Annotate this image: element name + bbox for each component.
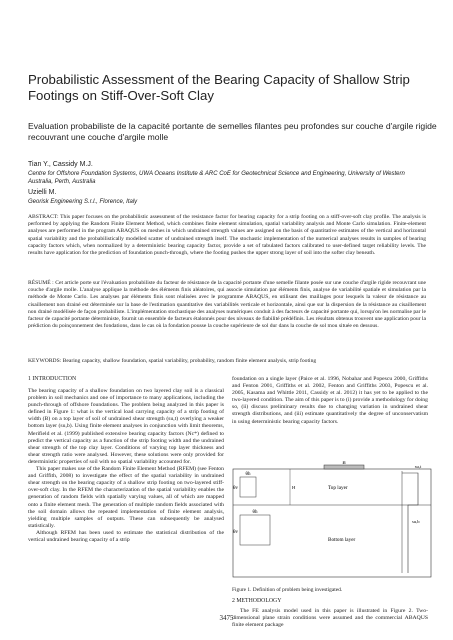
figure-1-caption: Figure 1. Definition of problem being investigated.: [232, 587, 343, 593]
figure-1-diagram: [232, 461, 432, 579]
bottom-layer-correlation-box: [240, 515, 270, 545]
su-top-label: su,t: [414, 464, 422, 469]
section-1-paragraph: Although RFEM has been used to estimate the statistical distribution of the vertical undrained bearing capacity of a strip: [28, 529, 224, 543]
top-layer-correlation-box: [240, 477, 256, 497]
author-names-2: Uzielli M.: [28, 189, 57, 196]
column-2-text: [232, 376, 428, 426]
section-1-heading: 1 INTRODUCTION: [28, 376, 77, 382]
theta-v-top-label: θv: [233, 486, 238, 491]
top-layer-label: Top layer: [328, 485, 348, 491]
theta-h-top-label: θh: [245, 472, 251, 477]
abstract-french: RÉSUMÉ : Cet article porte sur l'évaluation probabiliste du facteur de résistance de la capacité portante d'une semelle filante posée sur une couche d'argile rigide recouvrant une couche d'argile molle. L'analyse applique la méthode des éléments finis aléatoires, qui associe simulation par éléments finis, analyse de variabilité spatiale et simulation par la méthode de Monte Carlo. Les analyses par éléments finis sont réalisées avec le programme ABAQUS, en utilisant des maillages pour lesquels la valeur de résistance au cisaillement non drainé est déterminée sur la base de l'estimation quantitative des variabilités verticale et horizontale, ainsi que sur la dispersion de la résistance au cisaillement non drainé modélisée de façon probabiliste. L'implémentation stochastique des analyses numériques conduit à des facteurs de capacité portante qui, lorsqu'on les normalise par le facteur de capacité portante déterministe, fournit un ensemble de facteurs étalonnés pour des niveaux de fiabilité prédéfinis. Les résultats obtenus trouvent une application pour la prédiction du poinçonnement des fondations, dans le cas où la fondation pousse la couche supérieure de sol dur dans la couche de sol mou située en dessous.: [28, 280, 426, 330]
page-number: 3475: [219, 614, 234, 622]
column-2-paragraph: foundation on a single layer (Paice et al. 1996, Nobahar and Popescu 2000, Griffiths and Fenton 2001, Griffiths et al. 2002, Fenton and Griffiths 2003, Popescu et al. 2005, Kasama and Whittle 2011, Cassidy et al. 2012) it has yet to be applied to the two-layered condition. The aim of this paper is to (i) provide a methodology for doing so, (ii) discuss preliminary results due to changing variation in undrained shear strength distributions, and (iii) estimate quantitatively the degree of unconservatism in using deterministic bearing capacity factors.: [232, 376, 428, 425]
theta-h-bottom-label: θh: [252, 510, 258, 515]
section-2-paragraph: The FE analysis model used in this paper is illustrated in Figure 2. Two-dimensional plane strain conditions were assumed and the commercial ABAQUS finite element package: [232, 608, 428, 629]
theta-v-bottom-label: θv: [233, 530, 238, 535]
author-affiliation-1: Centre for Offshore Foundation Systems, UWA Oceans Institute & ARC CoE for Geotechnical Science and Engineering, University of Western Australia, Perth, Australia: [28, 171, 405, 185]
su-bottom-label: su,b: [412, 519, 420, 524]
bottom-layer-label: Bottom layer: [328, 537, 356, 543]
abstract-english: ABSTRACT: This paper focuses on the probabilistic assessment of the resistance factor for bearing capacity for a strip footing on a stiff-over-soft clay profile. The analysis is performed by applying the Random Finite Element Method, which combines finite element simulation, spatial variability analysis and Monte Carlo simulation. Finite-element analyses are performed in the program ABAQUS on meshes in which undrained strength values are assigned on the basis of quantitative estimates of the vertical and horizontal spatial variability and the probabilistically modelled scatter of undrained strength itself. The stochastic implementation of the numerical analyses results in samples of bearing capacity factors which, when normalized by a deterministic bearing capacity factor, provide a set of tabulated factors calibrated to user-defined target reliability levels. The results have application for the prediction of foundation punch-through, where the footing pushes the upper strong layer of soil into the softer clay beneath.: [28, 214, 426, 257]
section-1-paragraph: The bearing capacity of a shallow foundation on two layered clay soil is a classical problem in soil mechanics and one of importance to many applications, including the punch-through of offshore foundations. The problem being analyzed in this paper is defined in Figure 1: what is the vertical load carrying capacity of a strip footing of width (B) on a top layer of soil of undrained shear strength (su,t) overlying a weaker bottom layer (su,b). Using finite element analyses in conjunction with limit theorems, Merifield et al. (1999) published extensive bearing capacity factors (Nc*) defined to predict the vertical capacity as a function of the strip footing width and the undrained shear strength of the top clay layer. Conditions of varying top layer thickness and shear strength ratio were analysed. However, these solutions were only provided for deterministic properties of soil with no spatial variability accounted for.: [28, 388, 224, 465]
footing-width-label: B: [342, 461, 346, 466]
section-1-paragraph: This paper makes use of the Random Finite Element Method (RFEM) (see Fenton and Griffith, 2008) to investigate the effect of the spatial variability in undrained shear strength on the bearing capacity of a shallow strip footing on two-layered stiff-over-soft clay. In the RFEM the characterization of the spatial variability enables the generation of random fields with spatially varying values, all of which are mapped onto a finite element mesh. The generation of multiple random fields associated with the soil domain allows the repeated implementation of finite element analysis, yielding multiple samples of outputs. These can subsequently be analysed statistically.: [28, 466, 224, 529]
keywords: KEYWORDS: Bearing capacity, shallow foundation, spatial variability, probability, random finite element analysis, strip footing: [28, 358, 317, 364]
thickness-label: H: [292, 485, 296, 490]
paper-title-french: Evaluation probabiliste de la capacité portante de semelles filantes peu profondes sur couche d'argile rigide recouvrant une couche d'argile molle: [28, 121, 437, 142]
author-names-1: Tian Y., Cassidy M.J.: [28, 161, 93, 168]
section-2-heading: 2 METHODOLOGY: [232, 598, 282, 604]
author-affiliation-2: Georisk Engineering S.r.l., Florence, Italy: [28, 199, 138, 205]
section-1-body: [28, 388, 224, 544]
paper-title: Probabilistic Assessment of the Bearing Capacity of Shallow Strip Footings on Stiff-Over-Soft Clay: [28, 72, 410, 103]
